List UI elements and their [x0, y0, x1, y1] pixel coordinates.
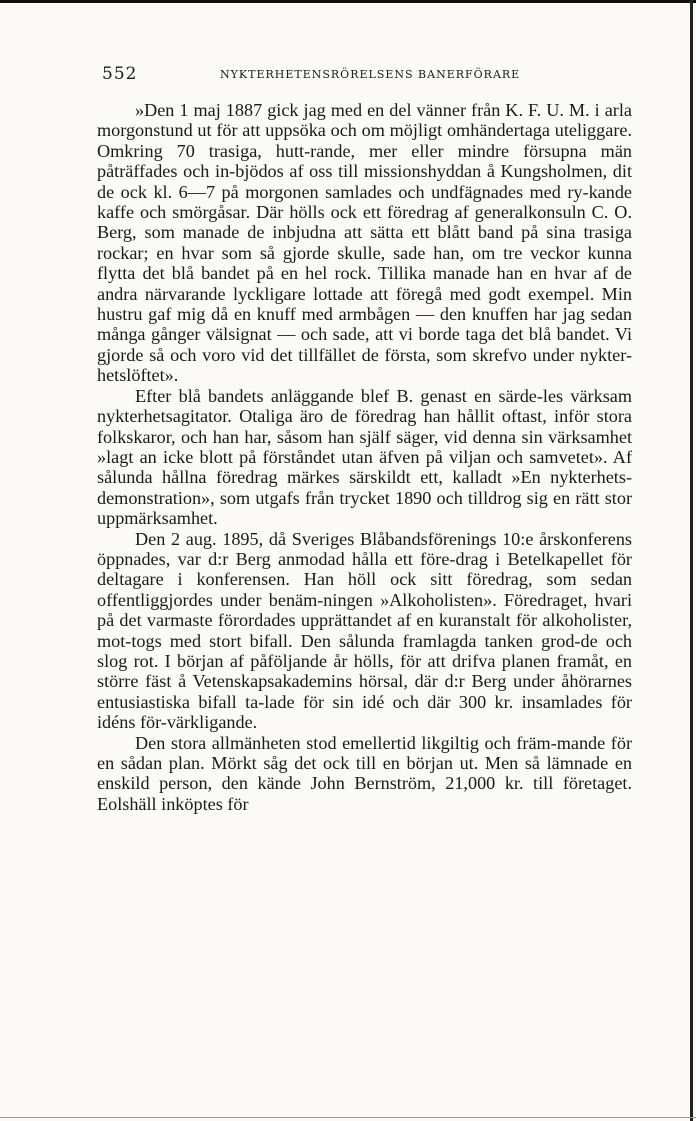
body-text	[97, 100, 632, 814]
page-header	[102, 64, 634, 86]
top-edge-rule	[0, 0, 696, 3]
paragraph: Den 2 aug. 1895, då Sveriges Blåbandsförenings 10:e årskonferens öppnades, var d:r Berg anmodad hålla ett före-drag i Betelkapellet för deltagare i konferensen. Han höll ock sitt föredrag, som sedan offentliggjordes under benäm-ningen »Alkoholisten». Föredraget, hvari på det varmaste förordades upprättandet af en kuranstalt för alkoholister, mot-togs med stort bifall. Den sålunda framlagda tanken grod-de och slog rot. I början af påföljande år hölls, för att drifva planen framåt, en större fäst å Vetenskapsakademins hörsal, där d:r Berg under åhörarnes entusiastiska bifall ta-lade för sin idé och där 300 kr. insamlades för idéns för-värkligande.	[97, 528, 632, 733]
bottom-edge-rule	[0, 1117, 696, 1118]
paragraph: »Den 1 maj 1887 gick jag med en del vänner från K. F. U. M. i arla morgonstund ut för att uppsöka och om möjligt omhändertaga uteliggare. Omkring 70 trasiga, hutt-rande, mer eller mindre försupna män påträffades och in-bjödos af oss till missionshyddan å Kungsholmen, dit de ock kl. 6—7 på morgonen samlades och undfägnades med ry-kande kaffe och smörgåsar. Där hölls ock ett föredrag af generalkonsuln C. O. Berg, som manade de inbjudna att sätta ett blått band på sina trasiga rockar; en hvar som så gjorde skulle, sade han, om tre veckor kunna flytta det blå bandet på en hel rock. Tillika manade han en hvar af de andra närvarande lyckligare lottade att föregå med godt exempel. Min hustru gaf mig då en knuff med armbågen — den knuffen har jag sedan många gånger välsignat — och sade, att vi borde taga det blå bandet. Vi gjorde så och voro vid det tillfället de första, som skrefvo under nykter-hetslöftet».	[97, 100, 632, 386]
page-number: 552	[102, 64, 138, 84]
running-title: NYKTERHETENSRÖRELSENS BANERFÖRARE	[220, 68, 521, 81]
paragraph: Efter blå bandets anläggande blef B. genast en särde-les värksam nykterhetsagitator. Otaliga äro de föredrag han hållit oftast, inför stora folkskaror, och han har, såsom han själf säger, vid denna sin värksamhet »lagt an icke blott på förståndet utan äfven på viljan och samvetet». Af sålunda hållna föredrag märkes särskildt ett, kalladt »En nykterhets-demonstration», som utgafs från trycket 1890 och tilldrog sig en rätt stor uppmärksamhet.	[97, 385, 632, 529]
right-edge-rule	[690, 0, 693, 1121]
paragraph: Den stora allmänheten stod emellertid likgiltig och främ-mande för en sådan plan. Mörkt såg det ock till en början ut. Men så lämnade en enskild person, den kände John Bernström, 21,000 kr. till företaget. Eolshäll inköptes för	[97, 732, 632, 814]
